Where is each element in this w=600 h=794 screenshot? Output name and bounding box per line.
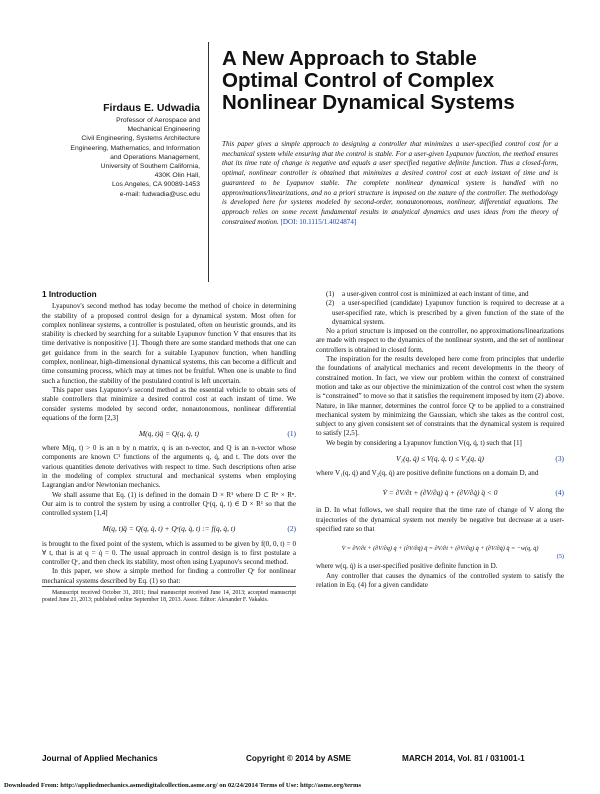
section-heading: 1 Introduction <box>42 290 97 299</box>
list-item-text: a user-specified (candidate) Lyapunov function is required to decrease at a user-specified rate, which is prescribed by a given function of the state of the dynamical system. <box>332 299 564 326</box>
paragraph: This paper uses Lyapunov's second method as the essential vehicle to obtain sets of stable controllers that minimize a desired control cost at each instant of time. We consider systems modeled by second order, nonautonomous, nonlinear differential equations of the form [2,3] <box>42 385 296 422</box>
paragraph: In this paper, we show a simple method for finding a controller Qᶜ for nonlinear mechanical systems described by Eq. (1) so that: <box>42 567 296 585</box>
equation-body: V₁(q, q̇) ≤ V(q, q̇, t) ≤ V₂(q, q̇) <box>396 453 484 463</box>
equation-number: (3) <box>555 453 564 463</box>
list-item-label: (1) <box>326 290 335 298</box>
doi-link[interactable]: [DOI: 10.1115/1.4024874] <box>280 217 357 226</box>
affiliation-line: University of Southern California, <box>100 163 200 171</box>
affiliation-line: Civil Engineering, Systems Architecture <box>81 135 200 143</box>
affiliation-line: 430K Olin Hall, <box>154 172 200 180</box>
affiliation-line: Professor of Aerospace and <box>116 117 200 124</box>
list-item <box>316 290 564 299</box>
list-item <box>316 299 564 327</box>
equation-number: (5) <box>556 553 564 561</box>
paragraph: The inspiration for the results developed here come from principles that underlie the foundations of analytical mechanics and recent developments in the theory of constrained motion. In fact, we view our problem within the context of constrained motion and take as our objective the minimization of the control cost when the system is “constrained” to move so that it satisfies the requirement imposed by item (2) above. Nature, in like manner, determines the control force Qᶜ to be applied to a constrained mechanical system by minimizing the Gaussian, which she takes as the control cost, subject to any given consistent set of constraints that the dynamical system is required to satisfy [2,5]. <box>316 355 564 438</box>
paragraph: Lyapunov's second method has today become the method of choice in determining the stability of a proposed control design for a dynamical system. Most often for complex nonlinear systems, a controller is postulated, often on heuristic grounds, and its stability is checked by searching for a suitable Lyapunov function V that ensures that its time derivative is nonpositive [1]. Though there are some standard methods that one can get guidance from in the search for a suitable Lyapunov function, when handling complex, nonlinear, high-dimensional dynamical systems, this can become a difficult and time consuming process, which may at times not be fruitful. When one is unable to find such a function, the stability of the postulated control is left uncertain. <box>42 302 296 385</box>
equation-1 <box>42 427 296 440</box>
author-affiliation <box>30 116 200 199</box>
paragraph: We shall assume that Eq. (1) is defined in the domain D × R¹ where D ⊂ Rⁿ × Rⁿ. Our aim is to control the system by using a controller Qᶜ(q, q̇, t) ∈ D × R¹ so that the controlled system [1,4] <box>42 490 296 518</box>
list-item-text: a user-given control cost is minimized at each instant of time, and <box>342 290 529 298</box>
equation-number: (2) <box>287 524 296 534</box>
affiliation-line: Engineering, Mathematics, and Information <box>70 144 200 152</box>
copyright: Copyright © 2014 by ASME <box>246 754 351 763</box>
equation-body: M(q, t)q̈ = Q(q, q̇, t) + Qᶜ(q, q̇, t) := f(q, q̇, t) <box>102 524 236 534</box>
download-notice[interactable]: Downloaded From: http://appliedmechanics.asmedigitalcollection.asme.org/ on 02/24/2014 Terms of Use: http://asme.org/terms <box>4 782 362 789</box>
paragraph: No a priori structure is imposed on the controller, no approximations/linearizations are made with respect to the dynamics of the nonlinear system, and the set of nonlinear controllers is obtained in closed form. <box>316 327 564 354</box>
author-name: Firdaus E. Udwadia <box>103 102 200 114</box>
abstract-text: This paper gives a simple approach to designing a controller that minimizes a user-specified control cost for a mechanical system while ensuring that the control is stable. For a user-given Lyapunov function, the method ensures that its time rate of change is negative and equals a user specified negative definite function. Thus a closed-form, optimal, nonlinear controller is obtained that minimizes a desired control cost at each instant of time and is guaranteed to be Lyapunov stable. The complete nonlinear dynamical system is handled with no approximations/linearizations, and no a priori structure is imposed on the nature of the controller. The methodology is developed here for systems modeled by second-order, nonautonomous, nonlinear, differential equations. The approach relies on some recent fundamental results in analytical dynamics and uses ideas from the theory of constrained motion. <box>222 140 558 226</box>
equation-2 <box>42 523 296 536</box>
equation-body: M(q, t)q̈ = Q(q, q̇, t) <box>139 429 199 438</box>
paragraph: where V₁(q, q̇) and V₂(q, q̇) are positive definite functions on a domain D, and <box>316 469 539 478</box>
equation-3 <box>316 452 564 465</box>
affiliation-line: and Operations Management, <box>110 153 200 161</box>
header-divider <box>208 42 209 282</box>
equation-number: (4) <box>555 487 564 497</box>
paper-title: A New Approach to Stable Optimal Control of Complex Nonlinear Dynamical Systems <box>222 47 515 114</box>
equation-5 <box>316 538 564 561</box>
right-column <box>316 290 564 590</box>
paragraph: where M(q, t) > 0 is an n by n matrix, q is an n-vector, and Q is an n-vector whose components are known C¹ functions of the arguments q, q̇, and t. The dots over the various quantities denote derivatives with respect to time. Such descriptions often arise in the modeling of complex structural and mechanical systems when employing Lagrangian and/or Newtonian mechanics. <box>42 444 296 490</box>
paragraph: is brought to the fixed point of the system, which is assumed to be given by f(0, 0, t) = 0 ∀ t, that is at q = q̇ = 0. The usual approach in control design is to first postulate a controller Qᶜ, and then check its stability, most often using Lyapunov's second method. <box>42 539 296 567</box>
affiliation-line: Mechanical Engineering <box>127 126 200 134</box>
journal-name: Journal of Applied Mechanics <box>42 754 158 763</box>
paragraph: where w(q, q̇) is a user-specified positive definite function in D. <box>316 562 498 571</box>
left-column <box>42 290 296 604</box>
paragraph: Any controller that causes the dynamics of the controlled system to satisfy the relation in Eq. (4) for a given candidate <box>316 571 564 589</box>
paragraph: in D. In what follows, we shall require that the time rate of change of V along the trajectories of the dynamical system not merely be negative but decrease at a user-specified rate so that <box>316 506 564 533</box>
abstract <box>222 140 558 227</box>
equation-4 <box>316 482 564 502</box>
equation-body: V̇ = ∂V/∂t + (∂V/∂q) q̇ + (∂V/∂q̇) q̈ = ∂V/∂t + (∂V/∂q) q̇ + (∂V/∂q̇) q̈ = −w(q, q̇) <box>341 544 539 552</box>
equation-body: V̇ = ∂V/∂t + (∂V/∂q) q̇ + (∂V/∂q̇) q̈ < 0 <box>382 487 498 497</box>
affiliation-line: Los Angeles, CA 90089-1453 <box>111 181 200 189</box>
manuscript-footnote: Manuscript received October 31, 2011; final manuscript received June 14, 2013; accepted manuscript posted June 21, 2013; published online September 18, 2013. Assoc. Editor: Alexander F. Vakakis. <box>42 586 296 604</box>
list-item-label: (2) <box>326 299 335 308</box>
paragraph: We begin by considering a Lyapunov function V(q, q̇, t) such that [1] <box>326 438 522 447</box>
author-email[interactable]: e-mail: fudwadia@usc.edu <box>119 190 200 198</box>
issue-info: MARCH 2014, Vol. 81 / 031001-1 <box>402 754 525 763</box>
equation-number: (1) <box>287 429 296 438</box>
